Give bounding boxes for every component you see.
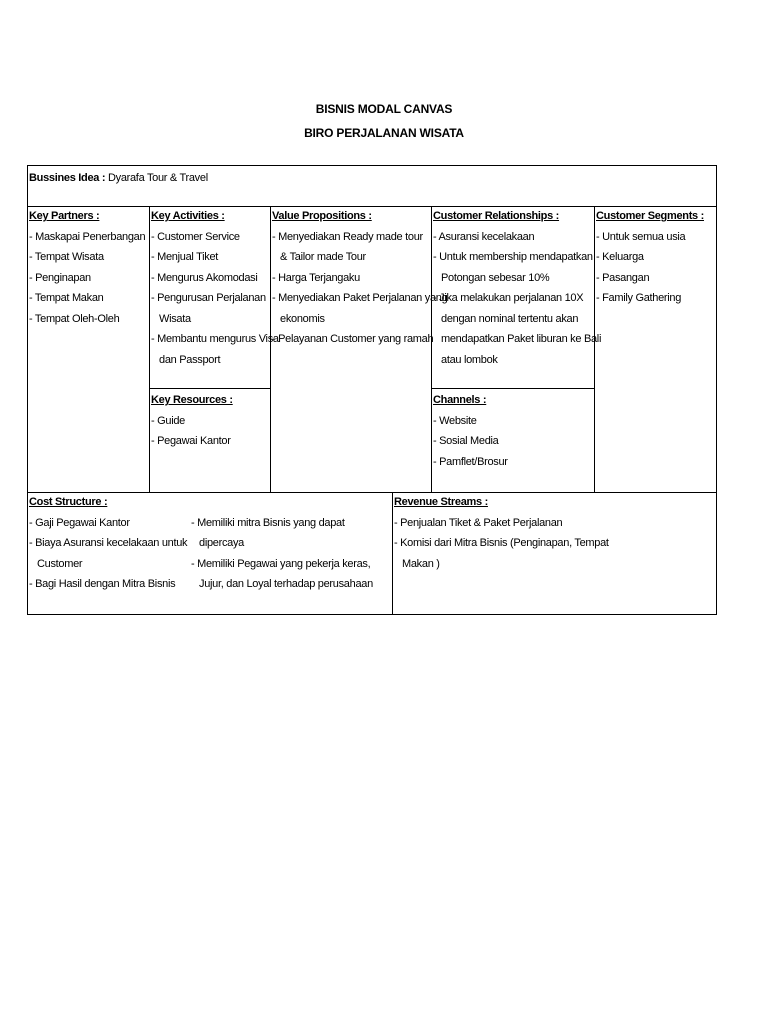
title-line-2: BIRO PERJALANAN WISATA [304,126,464,140]
revenue-streams-section [394,492,609,574]
list-item: - Pasangan [596,271,650,284]
list-item: - Customer Service [151,230,240,243]
business-idea [29,168,208,189]
list-item: - Bagi Hasil dengan Mitra Bisnis [29,578,176,590]
key-resources-section [151,390,233,452]
list-item: - Memiliki mitra Bisnis yang dapat [191,516,345,529]
business-idea-label: Bussines Idea : [29,172,106,184]
list-item: - Guide [151,414,185,427]
business-model-canvas [27,165,717,615]
list-item: - Tempat Wisata [29,251,104,263]
list-item: - Membantu mengurus Visa [151,333,279,345]
list-item: - Maskapai Penerbangan [29,230,146,243]
key-activities-section [151,206,279,370]
list-item: - Menyediakan Paket Perjalanan yang [272,292,448,304]
list-item: - Menyediakan Ready made tour [272,230,423,243]
divider [149,388,270,389]
list-item-continuation: dan Passport [159,353,221,366]
list-item: - Menjual Tiket [151,251,219,263]
channels-section [433,390,508,472]
list-item: - Family Gathering [596,292,682,304]
revenue-streams-heading: Revenue Streams : [394,496,488,508]
divider [431,388,594,389]
list-item-continuation: dipercaya [199,537,244,549]
list-item: - Untuk semua usia [596,230,686,243]
key-resources-heading: Key Resources : [151,394,233,406]
list-item: - Memiliki Pegawai yang pekerja keras, [191,557,371,570]
divider [392,492,393,614]
key-partners-heading: Key Partners : [29,210,100,222]
list-item: - Tempat Makan [29,292,104,304]
list-item-continuation: & Tailor made Tour [280,251,366,263]
cost-structure-heading: Cost Structure : [29,496,108,508]
customer-relationships-section [433,206,601,370]
divider [149,206,150,492]
value-propositions-section [272,206,447,350]
value-propositions-heading: Value Propositions : [272,210,372,222]
list-item-continuation: Makan ) [402,557,440,570]
list-item: - Biaya Asuransi kecelakaan untuk [29,537,188,549]
list-item-continuation: atau lombok [441,353,498,366]
list-item: - Tempat Oleh-Oleh [29,312,120,325]
list-item-continuation: Potongan sebesar 10% [441,271,550,284]
title-line-1: BISNIS MODAL CANVAS [315,102,453,116]
channels-heading: Channels : [433,394,487,406]
list-item: - Penjualan Tiket & Paket Perjalanan [394,516,563,529]
list-item: - Untuk membership mendapatkan [433,251,593,263]
key-partners-section [29,206,145,329]
customer-segments-heading: Customer Segments : [596,210,704,222]
list-item-continuation: Jujur, dan Loyal terhadap perusahaan [199,578,373,590]
key-activities-heading: Key Activities : [151,210,225,222]
list-item: - Website [433,414,477,427]
list-item: - Komisi dari Mitra Bisnis (Penginapan, Tempat [394,537,609,549]
customer-segments-section [596,206,704,309]
list-item: - Jika melakukan perjalanan 10X [433,292,584,304]
list-item-continuation: Customer [37,557,83,570]
list-item-continuation: Wisata [159,312,191,325]
list-item-continuation: dengan nominal tertentu akan [441,312,579,325]
list-item-continuation: mendapatkan Paket liburan ke Bali [441,333,602,345]
business-idea-value: Dyarafa Tour & Travel [107,172,208,184]
list-item: - Sosial Media [433,435,499,447]
cost-structure-notes [191,513,373,595]
list-item: - Harga Terjangaku [272,271,360,284]
customer-relationships-heading: Customer Relationships : [433,210,560,222]
list-item: - Penginapan [29,271,91,284]
list-item: - Asuransi kecelakaan [433,230,535,243]
cost-structure-section [29,492,187,595]
list-item: - Pelayanan Customer yang ramah [272,333,434,345]
list-item: - Pegawai Kantor [151,435,231,447]
list-item: - Keluarga [596,251,644,263]
list-item: - Gaji Pegawai Kantor [29,516,130,529]
list-item: - Mengurus Akomodasi [151,271,258,284]
list-item: - Pamflet/Brosur [433,455,508,468]
list-item-continuation: ekonomis [280,312,325,325]
list-item: - Pengurusan Perjalanan [151,292,266,304]
